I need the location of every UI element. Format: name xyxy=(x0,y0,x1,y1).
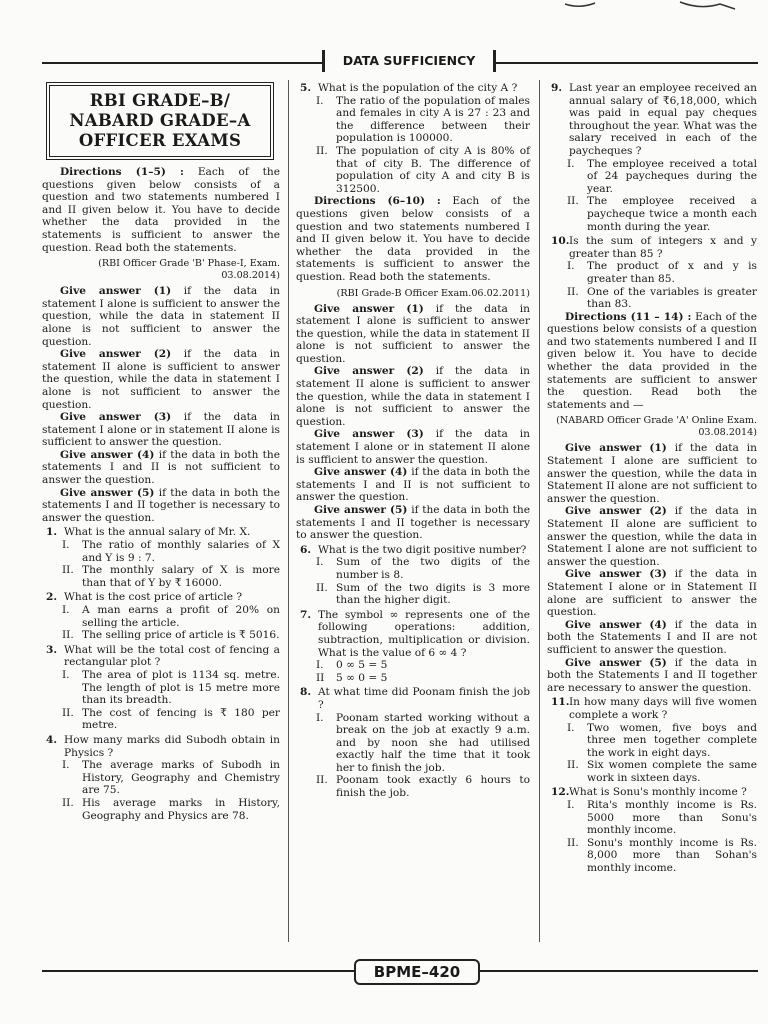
column-2 xyxy=(296,80,530,800)
answer-option: Give answer (4) if the data in both the statements I and II is not sufficient to answer the question. xyxy=(42,448,280,487)
statement-text: His average marks in History, Geography and Physics are 78. xyxy=(82,796,280,822)
statement-text: The ratio of monthly salaries of X and Y is 9 : 7. xyxy=(82,539,280,564)
statement-number: I. xyxy=(62,668,70,681)
statement-item xyxy=(296,672,530,685)
statement-number: II. xyxy=(567,285,579,298)
answer-option: Give answer (2) if the data in statement II alone is sufficient to answer the question, while the data in statement I alone is not sufficient to answer the question. xyxy=(296,365,530,428)
statement-text: The ratio of the population of males and females in city A is 27 : 23 and the difference between their population is 100000. xyxy=(336,94,530,145)
statement-text: The area of plot is 1134 sq. metre. The length of plot is 15 metre more than its breadth. xyxy=(82,668,280,707)
statement-text: Sum of the two digits is 3 more than the higher digit. xyxy=(336,581,530,607)
statement-item xyxy=(296,712,530,775)
statement-number: I. xyxy=(567,721,575,734)
statement-number: I. xyxy=(316,659,324,672)
section-title: DATA SUFFICIENCY xyxy=(322,50,496,72)
statement-number: II. xyxy=(567,195,579,208)
statement-item xyxy=(42,539,280,564)
statement-number: II. xyxy=(62,796,74,809)
statement-item xyxy=(42,759,280,797)
source-note-3: (NABARD Officer Grade 'A' Online Exam. 03.08.2014) xyxy=(556,415,757,439)
answer-option: Give answer (4) if the data in both the Statements I and II are not sufficient to answer the question. xyxy=(547,618,757,656)
exam-title-line-2: NABARD GRADE–A xyxy=(69,111,251,130)
answer-option: Give answer (5) if the data in both the statements I and II together is necessary to answer the question. xyxy=(42,486,280,524)
question-list-col3-bottom xyxy=(547,696,757,874)
question-number: 1. xyxy=(46,526,58,539)
statement-number: I. xyxy=(567,260,575,273)
pen-scribble-top xyxy=(560,0,750,12)
statement-text: Two women, five boys and three men together complete the work in eight days. xyxy=(587,721,757,759)
statement-text: The cost of fencing is ₹ 180 per metre. xyxy=(82,706,280,732)
statement-number: I. xyxy=(316,556,324,569)
statement-text: The product of x and y is greater than 85. xyxy=(587,260,757,285)
statement-item xyxy=(296,145,530,195)
question-text: What is the annual salary of Mr. X. xyxy=(64,526,251,539)
statement-item xyxy=(547,286,757,311)
exam-title-line-1: RBI GRADE–B/ xyxy=(89,91,231,110)
answer-key-3 xyxy=(547,442,757,694)
statement-number: II. xyxy=(62,564,74,577)
statement-number: I. xyxy=(316,711,324,724)
question-item xyxy=(42,526,280,539)
question-item xyxy=(547,786,757,799)
statement-item xyxy=(547,722,757,760)
statement-number: II. xyxy=(567,759,579,772)
question-item xyxy=(547,235,757,260)
statement-item xyxy=(42,797,280,822)
question-item xyxy=(547,82,757,158)
question-text: In how many days will five women complete a work ? xyxy=(569,696,757,721)
statement-item xyxy=(296,582,530,607)
question-number: 5. xyxy=(300,82,312,94)
answer-option: Give answer (5) if the data in both the statements I and II together is necessary to answer the question. xyxy=(296,504,530,542)
statement-text: 5 ∞ 0 = 5 xyxy=(336,671,388,684)
question-list-col2-top xyxy=(296,82,530,195)
question-item xyxy=(42,644,280,669)
question-number: 3. xyxy=(46,643,58,656)
statement-item xyxy=(42,629,280,642)
column-divider-left xyxy=(288,80,289,942)
statement-text: A man earns a profit of 20% on selling the article. xyxy=(82,604,280,629)
statement-item xyxy=(42,669,280,707)
question-number: 7. xyxy=(300,608,312,621)
statement-item xyxy=(296,95,530,145)
statement-item xyxy=(42,707,280,732)
answer-option: Give answer (3) if the data in statement I alone or in statement II alone is sufficient to answer the question. xyxy=(296,428,530,466)
statement-text: The population of city A is 80% of that of city B. The difference of population of city A and city B is 312500. xyxy=(336,144,530,195)
statement-item xyxy=(296,659,530,672)
question-text: The symbol ∞ represents one of the following operations: addition, subtraction, multiplication or division. What is the value of 6 ∞ 4 ? xyxy=(318,608,530,659)
source-note-2: (RBI Grade-B Officer Exam.06.02.2011) xyxy=(336,287,530,299)
statement-item xyxy=(296,556,530,581)
answer-key-1 xyxy=(42,285,280,524)
question-text: How many marks did Subodh obtain in Physics ? xyxy=(64,733,280,759)
answer-option: Give answer (4) if the data in both the statements I and II is not sufficient to answer the question. xyxy=(296,466,530,504)
question-list-col3-top xyxy=(547,82,757,311)
answer-option: Give answer (1) if the data in statement I alone is sufficient to answer the question, while the data in statement II alone is not sufficient to answer the question. xyxy=(296,302,530,365)
directions-11-14: Directions (11 – 14) : Each of the questions below consists of a question and two statements numbered I and II given below it. You have to decide whether the data provided in the statements are sufficient to answer the question. Read both the statements and — xyxy=(547,310,757,411)
question-number: 9. xyxy=(551,82,563,94)
statement-number: I. xyxy=(62,759,70,772)
source-note-1: (RBI Officer Grade 'B' Phase-I, Exam. 03.08.2014) xyxy=(98,258,280,282)
statement-text: The average marks of Subodh in History, Geography and Chemistry are 75. xyxy=(82,759,280,797)
statement-number: II. xyxy=(316,774,328,787)
statement-number: I. xyxy=(567,157,575,170)
exam-title-box xyxy=(46,82,274,160)
answer-option: Give answer (1) if the data in Statement I alone are sufficient to answer the question, while the data in Statement II alone are not sufficient to answer the question. xyxy=(547,442,757,505)
question-text: At what time did Poonam finish the job ? xyxy=(318,686,530,711)
question-number: 12. xyxy=(551,786,570,799)
statement-item xyxy=(547,837,757,875)
question-number: 11. xyxy=(551,696,570,709)
statement-item xyxy=(547,759,757,784)
question-item xyxy=(547,696,757,721)
question-item xyxy=(42,734,280,759)
question-number: 6. xyxy=(300,543,312,556)
question-item xyxy=(296,686,530,711)
question-text: What is Sonu's monthly income ? xyxy=(569,786,747,799)
statement-number: I. xyxy=(567,799,575,812)
statement-item xyxy=(547,158,757,196)
question-item xyxy=(42,591,280,604)
answer-option: Give answer (2) if the data in statement II alone is sufficient to answer the question, while the data in statement I alone is not sufficient to answer the question. xyxy=(42,348,280,411)
answer-option: Give answer (1) if the data in statement I alone is sufficient to answer the question, while the data in statement II alone is not sufficient to answer the question. xyxy=(42,285,280,348)
answer-option: Give answer (3) if the data in Statement I alone or in Statement II alone are sufficient to answer the question. xyxy=(547,568,757,619)
statement-item xyxy=(547,799,757,837)
question-number: 4. xyxy=(46,733,58,746)
answer-option: Give answer (2) if the data in Statement II alone are sufficient to answer the question, while the data in Statement I alone are not sufficient to answer the question. xyxy=(547,505,757,568)
answer-option: Give answer (5) if the data in both the Statements I and II together are necessary to answer the question. xyxy=(547,656,757,694)
statement-text: Rita's monthly income is Rs. 5000 more than Sonu's monthly income. xyxy=(587,799,757,837)
statement-item xyxy=(547,260,757,285)
statement-text: Poonam started working without a break on the job at exactly 9 a.m. and by noon she had utilised exactly half the time that it took her to finish the job. xyxy=(336,711,530,774)
statement-item xyxy=(42,564,280,589)
question-text: What will be the total cost of fencing a rectangular plot ? xyxy=(64,643,280,669)
statement-text: Sum of the two digits of the number is 8. xyxy=(336,556,530,581)
statement-number: II. xyxy=(567,836,579,849)
answer-option: Give answer (3) if the data in statement I alone or in statement II alone is sufficient to answer the question. xyxy=(42,411,280,449)
question-number: 2. xyxy=(46,591,58,604)
question-item xyxy=(296,544,530,557)
statement-number: II. xyxy=(62,706,74,719)
statement-text: The monthly salary of X is more than that of Y by ₹ 16000. xyxy=(82,564,280,589)
statement-text: Six women complete the same work in sixteen days. xyxy=(587,759,757,784)
statement-text: The employee received a total of 24 paycheques during the year. xyxy=(587,157,757,195)
column-1 xyxy=(42,80,280,822)
statement-number: I. xyxy=(316,94,324,107)
question-number: 10. xyxy=(551,235,570,248)
statement-number: II. xyxy=(316,144,328,157)
question-list-col2-bottom xyxy=(296,544,530,800)
statement-item xyxy=(296,774,530,799)
statement-item xyxy=(42,604,280,629)
question-item xyxy=(296,609,530,659)
directions-1-5: Directions (1–5) : Each of the questions given below consists of a question and two statements numbered I and II given below it. You have to decide whether the data provided in the statements is sufficient to answer the question. Read both the statements. xyxy=(42,166,280,254)
page-code: BPME–420 xyxy=(354,959,480,985)
statement-number: II. xyxy=(62,629,74,642)
column-divider-right xyxy=(539,80,540,942)
statement-item xyxy=(547,195,757,233)
statement-text: Sonu's monthly income is Rs. 8,000 more than Sohan's monthly income. xyxy=(587,836,757,875)
question-text: What is the population of the city A ? xyxy=(318,82,518,94)
answer-key-2 xyxy=(296,303,530,542)
question-item xyxy=(296,82,530,95)
statement-text: Poonam took exactly 6 hours to finish the job. xyxy=(336,774,530,800)
question-number: 8. xyxy=(300,686,312,699)
column-3 xyxy=(547,80,757,875)
exam-title-line-3: OFFICER EXAMS xyxy=(78,131,242,150)
question-text: Last year an employee received an annual salary of ₹6,18,000, which was paid in equal pay cheques throughout the year. What was the salary received in each of the paycheques ? xyxy=(569,82,757,157)
statement-number: II xyxy=(316,671,325,684)
question-text: Is the sum of integers x and y greater than 85 ? xyxy=(569,235,757,260)
question-text: What is the cost price of article ? xyxy=(64,591,243,604)
statement-number: I. xyxy=(62,539,70,552)
statement-text: The selling price of article is ₹ 5016. xyxy=(82,629,280,642)
statement-text: The employee received a paycheque twice a month each month during the year. xyxy=(587,195,757,233)
statement-number: II. xyxy=(316,581,328,594)
statement-text: One of the variables is greater than 83. xyxy=(587,285,757,311)
statement-number: I. xyxy=(62,604,70,616)
question-list-col1 xyxy=(42,526,280,822)
question-text: What is the two digit positive number? xyxy=(318,543,527,556)
directions-6-10: Directions (6–10) : Each of the questions given below consists of a question and two statements numbered I and II given below it. You have to decide whether the data provided in the statements is sufficient to answer the question. Read both the statements. xyxy=(296,195,530,283)
statement-text: 0 ∞ 5 = 5 xyxy=(336,659,388,672)
